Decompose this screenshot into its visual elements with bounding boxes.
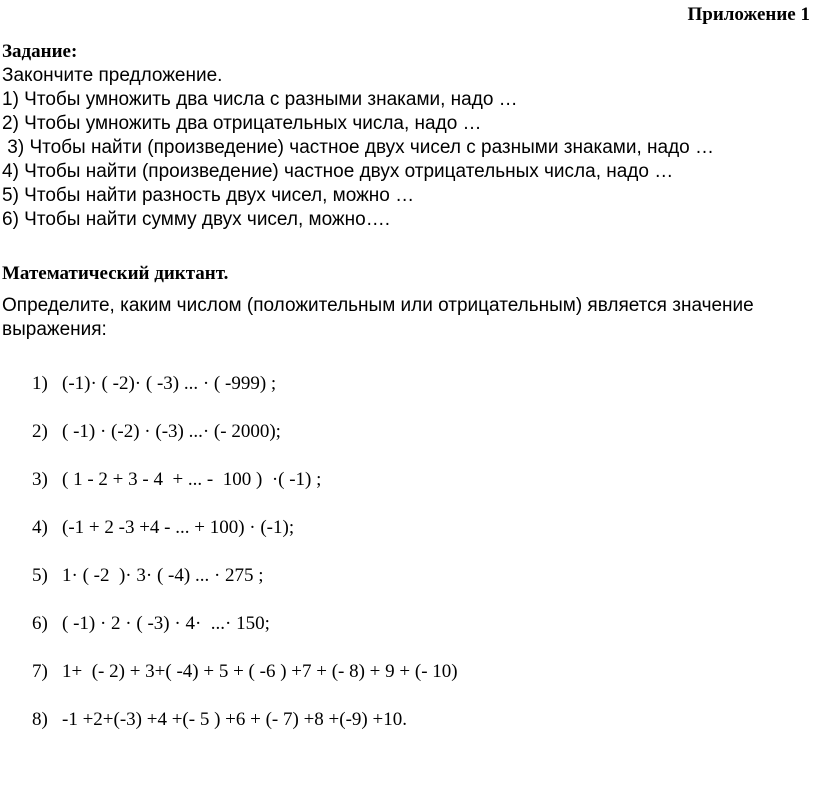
task-item: 6) Чтобы найти сумму двух чисел, можно…. — [2, 209, 390, 230]
expression-number: 7) — [32, 661, 48, 682]
expression-number: 8) — [32, 709, 48, 730]
expression-row — [32, 420, 792, 468]
expression-number: 4) — [32, 517, 48, 538]
task-title: Задание: — [2, 41, 78, 62]
expression-text: ( -1) · 2 · ( -3) · 4· ...· 150; — [62, 613, 270, 634]
expression-row — [32, 372, 792, 420]
task-section — [2, 40, 802, 232]
expression-number: 3) — [32, 469, 48, 490]
task-item: 1) Чтобы умножить два числа с разными знаками, надо … — [2, 89, 518, 110]
expression-row — [32, 516, 792, 564]
expression-row — [32, 468, 792, 516]
expression-row — [32, 612, 792, 660]
expression-row — [32, 660, 792, 708]
expression-text: ( -1) · (-2) · (-3) ...· (- 2000); — [62, 421, 281, 442]
expression-text: (-1)· ( -2)· ( -3) ... · ( -999) ; — [62, 373, 277, 394]
expression-number: 6) — [32, 613, 48, 634]
task-item: 5) Чтобы найти разность двух чисел, можно … — [2, 185, 415, 206]
expression-row — [32, 708, 792, 756]
expression-text: 1+ (- 2) + 3+( -4) + 5 + ( -6 ) +7 + (- 8) + 9 + (- 10) — [62, 661, 458, 682]
expression-list — [32, 372, 792, 756]
expression-number: 5) — [32, 565, 48, 586]
task-item: 3) Чтобы найти (произведение) частное двух чисел с разными знаками, надо … — [2, 137, 715, 158]
task-item: 4) Чтобы найти (произведение) частное двух отрицательных числа, надо … — [2, 161, 674, 182]
dictation-title: Математический диктант. — [2, 263, 229, 284]
dictation-section — [2, 262, 802, 342]
expression-number: 1) — [32, 373, 48, 394]
dictation-description: Определите, каким числом (положительным или отрицательным) является значение выражения: — [2, 295, 754, 340]
expression-row — [32, 564, 792, 612]
expression-text: 1· ( -2 )· 3· ( -4) ... · 275 ; — [62, 565, 264, 586]
expression-text: (-1 + 2 -3 +4 - ... + 100) · (-1); — [62, 517, 295, 538]
expression-number: 2) — [32, 421, 48, 442]
task-instruction: Закончите предложение. — [2, 65, 223, 86]
expression-text: -1 +2+(-3) +4 +(- 5 ) +6 + (- 7) +8 +(-9) +10. — [62, 709, 407, 730]
task-item: 2) Чтобы умножить два отрицательных числа, надо … — [2, 113, 482, 134]
appendix-label: Приложение 1 — [687, 4, 810, 25]
expression-text: ( 1 - 2 + 3 - 4 + ... - 100 ) ·( -1) ; — [62, 469, 322, 490]
